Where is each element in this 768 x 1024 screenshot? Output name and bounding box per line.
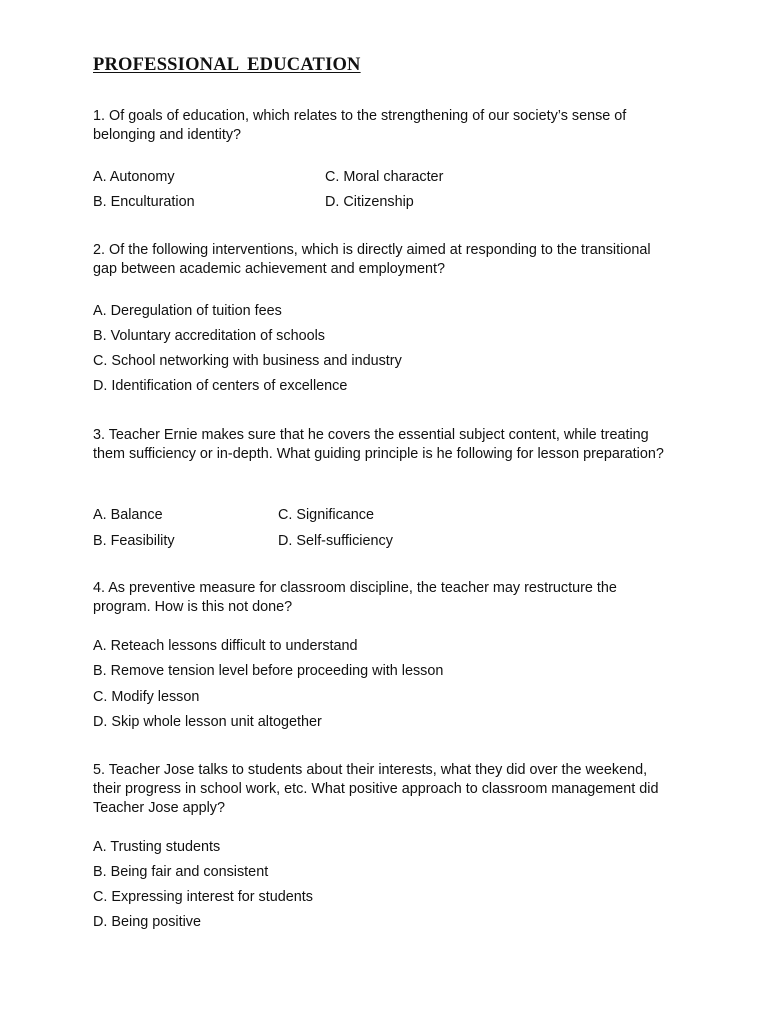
question-2-option-b: B. Voluntary accreditation of schools [93,328,325,344]
question-3-option-d: D. Self-sufficiency [278,533,393,549]
question-5-option-b: B. Being fair and consistent [93,864,269,880]
question-5-text: 5. Teacher Jose talks to students about their interests, what they did over the weekend, their progress in school work, etc. What positive approach to classroom management did Teacher Jose apply? [93,762,659,816]
question-5-option-d: D. Being positive [93,914,201,930]
question-2-option-c: C. School networking with business and industry [93,353,402,369]
question-1-text: 1. Of goals of education, which relates to the strengthening of our society’s sense of belonging and identity? [93,108,627,143]
question-4-option-c: C. Modify lesson [93,689,200,705]
question-2-option-d: D. Identification of centers of excellence [93,378,348,394]
question-5-option-c: C. Expressing interest for students [93,889,313,905]
question-4-option-b: B. Remove tension level before proceeding with lesson [93,663,444,679]
question-3-option-a: A. Balance [93,507,163,523]
question-4-option-a: A. Reteach lessons difficult to understand [93,638,358,654]
question-5-option-a: A. Trusting students [93,839,221,855]
question-3-text: 3. Teacher Ernie makes sure that he covers the essential subject content, while treating them sufficiency or in-depth. What guiding principle is he following for lesson preparation? [93,427,664,462]
question-1-option-a: A. Autonomy [93,169,175,185]
question-2-text: 2. Of the following interventions, which is directly aimed at responding to the transitional gap between academic achievement and employment? [93,242,651,277]
question-1-option-c: C. Moral character [325,169,444,185]
question-4-text: 4. As preventive measure for classroom discipline, the teacher may restructure the program. How is this not done? [93,580,617,615]
question-4-option-d: D. Skip whole lesson unit altogether [93,714,322,730]
question-1-option-d: D. Citizenship [325,194,414,210]
question-1-option-b: B. Enculturation [93,194,195,210]
question-2-option-a: A. Deregulation of tuition fees [93,303,282,319]
document-title: PROFESSIONAL EDUCATION [93,55,361,75]
question-3-option-b: B. Feasibility [93,533,175,549]
question-3-option-c: C. Significance [278,507,374,523]
